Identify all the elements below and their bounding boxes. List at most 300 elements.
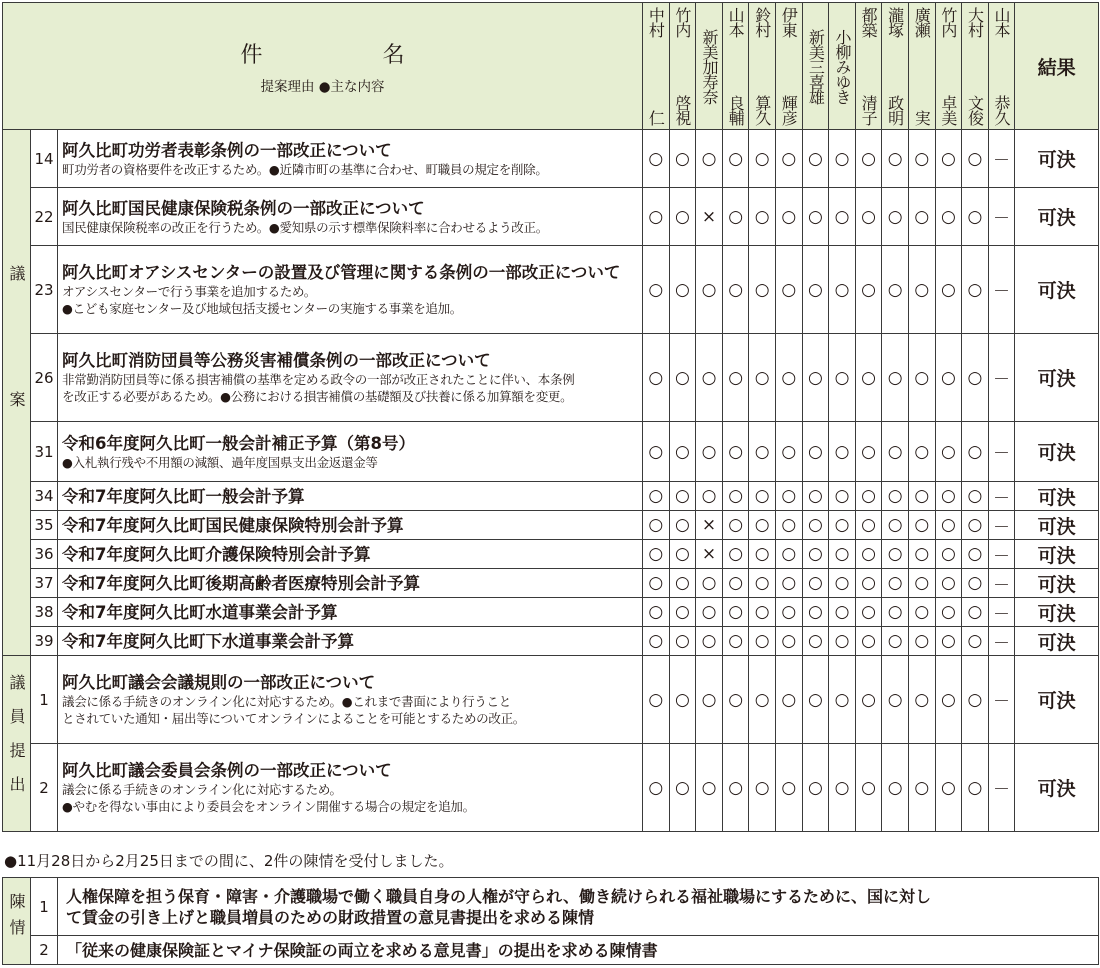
vote-mark: －: [988, 130, 1015, 188]
item-description: 国民健康保険税率の改正を行うため。●愛知県の示す標準保険料率に合わせるよう改正。: [62, 219, 548, 235]
table-row: [3, 188, 1099, 246]
vote-mark: ○: [749, 744, 776, 832]
member-given-name: 仁: [646, 110, 666, 125]
vote-mark: ○: [829, 188, 856, 246]
item-title: 阿久比町議会委員会条例の一部改正について: [62, 761, 392, 780]
item-number: 37: [31, 569, 58, 598]
item-number: 38: [31, 598, 58, 627]
vote-mark: ○: [802, 188, 829, 246]
table-row: [3, 744, 1099, 832]
petition-table: [2, 877, 1099, 965]
vote-mark: ○: [696, 569, 723, 598]
vote-mark: ○: [962, 540, 989, 569]
petition-row: [3, 878, 1099, 936]
item-description: ●こども家庭センター及び地域包括支援センターの実施する事業を追加。: [62, 301, 463, 316]
item-cell: [58, 334, 643, 422]
petition-title: [58, 936, 1099, 965]
item-number: 35: [31, 511, 58, 540]
member-header: [988, 3, 1015, 130]
result-value: 可決: [1015, 334, 1099, 422]
item-title: 阿久比町功労者表彰条例の一部改正について: [62, 140, 392, 160]
member-header: [908, 3, 935, 130]
vote-mark: ○: [962, 334, 989, 422]
vote-mark: ○: [669, 422, 696, 482]
vote-mark: ○: [935, 627, 962, 656]
vote-mark: ○: [882, 188, 909, 246]
vote-mark: ○: [696, 598, 723, 627]
vote-mark: ○: [935, 246, 962, 334]
member-name: 小柳みゆき: [832, 28, 852, 104]
vote-mark: ○: [829, 130, 856, 188]
vote-mark: ○: [776, 130, 803, 188]
item-description: オアシスセンターで行う事業を追加するため。: [62, 284, 316, 299]
petition-title: [58, 878, 1099, 936]
result-value: 可決: [1015, 656, 1099, 744]
vote-mark: ○: [722, 627, 749, 656]
vote-mark: ○: [802, 130, 829, 188]
vote-mark: ○: [802, 569, 829, 598]
petition-line: 人権保障を担う保育・障害・介護職場で働く職員自身の人権が守られ、働き続けられる福祉職場にするために、国に対し: [66, 886, 931, 906]
table-row: [3, 656, 1099, 744]
member-name: 都築: [859, 7, 879, 37]
vote-mark: ○: [776, 744, 803, 832]
vote-mark: ○: [908, 334, 935, 422]
member-name: 山本: [992, 7, 1012, 37]
category-gian: 議案: [3, 130, 31, 656]
vote-mark: ○: [643, 598, 670, 627]
vote-mark: ○: [935, 656, 962, 744]
vote-mark: ○: [722, 422, 749, 482]
item-title: 阿久比町オアシスセンターの設置及び管理に関する条例の一部改正について: [62, 263, 621, 282]
item-description: 議会に係る手続きのオンライン化に対応するため。●これまで書面により行うこと: [62, 694, 511, 709]
member-header: [696, 3, 723, 130]
vote-mark: ○: [722, 188, 749, 246]
vote-mark: ○: [935, 482, 962, 511]
vote-mark: ○: [776, 511, 803, 540]
petition-line: 「従来の健康保険証とマイナ保険証の両立を求める意見書」の提出を求める陳情書: [66, 940, 658, 960]
vote-mark: ○: [722, 744, 749, 832]
item-number: 31: [31, 422, 58, 482]
member-header: [829, 3, 856, 130]
vote-mark: ○: [829, 569, 856, 598]
vote-mark: ○: [696, 246, 723, 334]
vote-mark: －: [988, 422, 1015, 482]
vote-mark: ○: [643, 188, 670, 246]
petition-number: 2: [31, 936, 58, 965]
vote-mark: ○: [829, 511, 856, 540]
vote-mark: ○: [776, 569, 803, 598]
vote-mark: ○: [855, 656, 882, 744]
item-number: 39: [31, 627, 58, 656]
result-value: 可決: [1015, 130, 1099, 188]
member-given-name: 恭久: [992, 95, 1012, 125]
vote-mark: ○: [908, 627, 935, 656]
vote-mark: ○: [829, 627, 856, 656]
result-value: 可決: [1015, 422, 1099, 482]
item-cell: [58, 422, 643, 482]
item-number: 26: [31, 334, 58, 422]
table-row: [3, 246, 1099, 334]
item-number: 2: [31, 744, 58, 832]
vote-mark: ○: [722, 540, 749, 569]
table-row: [3, 511, 1099, 540]
result-value: 可決: [1015, 188, 1099, 246]
vote-mark: ○: [643, 627, 670, 656]
item-cell: [58, 482, 643, 511]
vote-mark: ○: [669, 334, 696, 422]
vote-mark: ○: [908, 656, 935, 744]
vote-mark: ○: [749, 334, 776, 422]
vote-mark: ○: [935, 569, 962, 598]
member-header: [669, 3, 696, 130]
vote-mark: ○: [776, 540, 803, 569]
vote-mark: ○: [908, 598, 935, 627]
petition-row: [3, 936, 1099, 965]
vote-mark: ○: [776, 656, 803, 744]
vote-mark: ○: [643, 540, 670, 569]
vote-mark: ○: [935, 511, 962, 540]
vote-mark: －: [988, 246, 1015, 334]
member-name: 瀧塚: [885, 7, 905, 37]
vote-mark: ○: [829, 334, 856, 422]
vote-mark: ○: [722, 246, 749, 334]
vote-mark: ○: [669, 569, 696, 598]
item-description: 議会に係る手続きのオンライン化に対応するため。: [62, 782, 342, 797]
vote-mark: ○: [882, 656, 909, 744]
item-cell: [58, 656, 643, 744]
item-description: 非常勤消防団員等に係る損害補償の基準を定める政令の一部が改正されたことに伴い、本条例: [62, 372, 575, 387]
vote-mark: ○: [722, 482, 749, 511]
vote-mark: ○: [776, 598, 803, 627]
member-header: [776, 3, 803, 130]
vote-mark: ○: [749, 130, 776, 188]
item-number: 14: [31, 130, 58, 188]
vote-mark: －: [988, 627, 1015, 656]
vote-mark: ○: [802, 334, 829, 422]
vote-mark: ○: [882, 569, 909, 598]
vote-mark: ○: [829, 246, 856, 334]
item-title: 阿久比町議会会議規則の一部改正について: [62, 673, 376, 692]
member-header: [935, 3, 962, 130]
vote-mark: ○: [962, 656, 989, 744]
vote-mark: ○: [669, 482, 696, 511]
vote-mark: ○: [643, 569, 670, 598]
member-header: [962, 3, 989, 130]
vote-mark: ○: [749, 598, 776, 627]
vote-mark: ○: [962, 598, 989, 627]
item-title: 令和7年度阿久比町国民健康保険特別会計予算: [62, 515, 404, 535]
member-name: 廣瀬: [912, 7, 932, 37]
vote-mark: ○: [722, 598, 749, 627]
vote-mark: ○: [882, 511, 909, 540]
vote-mark: ○: [643, 334, 670, 422]
vote-mark: －: [988, 482, 1015, 511]
vote-mark: －: [988, 511, 1015, 540]
vote-mark: ○: [749, 422, 776, 482]
vote-mark: ○: [855, 569, 882, 598]
vote-mark: －: [988, 598, 1015, 627]
item-title: 阿久比町消防団員等公務災害補償条例の一部改正について: [62, 351, 491, 370]
vote-mark: ×: [696, 188, 723, 246]
vote-mark: ○: [669, 188, 696, 246]
vote-mark: ○: [802, 482, 829, 511]
vote-mark: ○: [776, 188, 803, 246]
item-number: 22: [31, 188, 58, 246]
member-name: 新美三喜雄: [806, 28, 826, 104]
vote-mark: ○: [669, 656, 696, 744]
member-name: 伊東: [779, 7, 799, 37]
vote-mark: ○: [855, 511, 882, 540]
vote-mark: ○: [935, 540, 962, 569]
vote-mark: ○: [749, 540, 776, 569]
vote-mark: ○: [722, 334, 749, 422]
item-description: とされていた通知・届出等についてオンラインによることを可能とするための改正。: [62, 711, 525, 726]
item-number: 36: [31, 540, 58, 569]
vote-mark: ○: [855, 334, 882, 422]
title-header: [3, 3, 643, 130]
member-given-name: 実: [912, 110, 932, 125]
vote-mark: ○: [935, 422, 962, 482]
member-name: 竹内: [938, 7, 958, 37]
vote-mark: ○: [669, 511, 696, 540]
vote-mark: ○: [669, 627, 696, 656]
header-row: [3, 3, 1099, 130]
vote-mark: ○: [722, 656, 749, 744]
vote-mark: ○: [882, 540, 909, 569]
item-cell: [58, 627, 643, 656]
vote-mark: ○: [855, 627, 882, 656]
vote-mark: ○: [643, 422, 670, 482]
vote-mark: ○: [829, 482, 856, 511]
vote-mark: ○: [802, 744, 829, 832]
item-title: 令和7年度阿久比町介護保険特別会計予算: [62, 544, 371, 564]
member-name: 中村: [646, 7, 666, 37]
vote-mark: ○: [696, 744, 723, 832]
vote-mark: ○: [776, 422, 803, 482]
vote-mark: ○: [669, 744, 696, 832]
member-given-name: 算久: [752, 95, 772, 125]
vote-mark: ○: [962, 422, 989, 482]
vote-mark: ○: [643, 511, 670, 540]
result-value: 可決: [1015, 569, 1099, 598]
item-title: 令和6年度阿久比町一般会計補正予算（第8号）: [62, 433, 415, 453]
item-cell: [58, 130, 643, 188]
vote-mark: ○: [776, 627, 803, 656]
member-name: 山本: [726, 7, 746, 37]
member-given-name: 良輔: [726, 95, 746, 125]
vote-mark: ×: [696, 511, 723, 540]
vote-mark: ○: [643, 130, 670, 188]
item-cell: [58, 540, 643, 569]
vote-mark: ○: [882, 627, 909, 656]
vote-mark: ○: [802, 656, 829, 744]
vote-mark: ○: [749, 511, 776, 540]
item-title: 令和7年度阿久比町一般会計予算: [62, 486, 305, 506]
item-description: ●入札執行残や不用額の減額、過年度国県支出金返還金等: [62, 454, 378, 470]
member-header: [802, 3, 829, 130]
member-header: [882, 3, 909, 130]
vote-mark: ○: [935, 188, 962, 246]
vote-mark: ○: [643, 482, 670, 511]
vote-mark: ○: [935, 334, 962, 422]
vote-mark: ○: [776, 334, 803, 422]
vote-mark: ○: [643, 744, 670, 832]
vote-mark: ○: [855, 246, 882, 334]
member-given-name: 輝彦: [779, 95, 799, 125]
vote-mark: ○: [882, 598, 909, 627]
vote-mark: ○: [802, 511, 829, 540]
item-description: を改正する必要があるため。●公務における損害補償の基礎額及び扶養に係る加算額を変更。: [62, 389, 573, 404]
vote-mark: －: [988, 744, 1015, 832]
vote-mark: ○: [855, 130, 882, 188]
member-header: [643, 3, 670, 130]
vote-mark: ○: [669, 598, 696, 627]
vote-mark: ○: [696, 422, 723, 482]
vote-mark: ○: [908, 246, 935, 334]
vote-mark: －: [988, 569, 1015, 598]
result-value: 可決: [1015, 482, 1099, 511]
vote-mark: ○: [855, 482, 882, 511]
vote-mark: －: [988, 188, 1015, 246]
table-row: [3, 482, 1099, 511]
vote-mark: ○: [802, 540, 829, 569]
vote-mark: ○: [882, 130, 909, 188]
vote-mark: ○: [962, 188, 989, 246]
vote-mark: ○: [908, 482, 935, 511]
vote-mark: ○: [722, 511, 749, 540]
vote-mark: ○: [696, 627, 723, 656]
vote-mark: ○: [855, 188, 882, 246]
petition-note: ●11月28日から2月25日までの間に、2件の陳情を受付しました。: [4, 852, 454, 870]
result-value: 可決: [1015, 744, 1099, 832]
item-title: 令和7年度阿久比町水道事業会計予算: [62, 602, 338, 622]
table-row: [3, 598, 1099, 627]
member-given-name: 文俊: [965, 95, 985, 125]
table-title: 件 名: [240, 42, 405, 68]
vote-mark: ○: [776, 246, 803, 334]
vote-mark: －: [988, 656, 1015, 744]
vote-mark: ○: [829, 656, 856, 744]
vote-mark: ○: [669, 246, 696, 334]
vote-mark: ○: [962, 130, 989, 188]
table-row: [3, 334, 1099, 422]
vote-mark: ○: [749, 188, 776, 246]
vote-mark: ○: [749, 627, 776, 656]
vote-mark: ○: [669, 540, 696, 569]
result-value: 可決: [1015, 598, 1099, 627]
item-description: ●やむを得ない事由により委員会をオンライン開催する場合の規定を追加。: [62, 799, 475, 814]
result-value: 可決: [1015, 627, 1099, 656]
vote-mark: ○: [829, 540, 856, 569]
vote-mark: ○: [829, 598, 856, 627]
vote-mark: ○: [802, 422, 829, 482]
item-cell: [58, 598, 643, 627]
member-given-name: 清子: [859, 95, 879, 125]
vote-mark: ○: [855, 540, 882, 569]
vote-mark: ○: [908, 188, 935, 246]
vote-mark: ○: [802, 627, 829, 656]
member-given-name: 卓美: [938, 95, 958, 125]
category-chinjo: 陳情: [3, 878, 31, 965]
vote-mark: ○: [643, 656, 670, 744]
member-name: 鈴村: [752, 7, 772, 37]
vote-mark: ○: [908, 569, 935, 598]
item-cell: [58, 188, 643, 246]
vote-mark: ○: [776, 482, 803, 511]
vote-mark: ○: [908, 540, 935, 569]
vote-mark: ○: [696, 130, 723, 188]
vote-mark: ○: [908, 511, 935, 540]
table-row: [3, 130, 1099, 188]
vote-mark: ○: [749, 482, 776, 511]
result-value: 可決: [1015, 540, 1099, 569]
voting-results-table: [2, 2, 1099, 832]
vote-mark: ○: [908, 744, 935, 832]
vote-mark: ○: [669, 130, 696, 188]
result-value: 可決: [1015, 246, 1099, 334]
vote-mark: ○: [802, 598, 829, 627]
member-given-name: 啓視: [672, 95, 692, 125]
vote-mark: ○: [962, 511, 989, 540]
member-name: 新美加寿奈: [700, 28, 720, 104]
item-cell: [58, 511, 643, 540]
vote-mark: ○: [829, 744, 856, 832]
item-number: 34: [31, 482, 58, 511]
item-title: 令和7年度阿久比町下水道事業会計予算: [62, 631, 354, 651]
member-name: 竹内: [672, 7, 692, 37]
vote-mark: ○: [749, 656, 776, 744]
vote-mark: ○: [935, 744, 962, 832]
vote-mark: ○: [722, 569, 749, 598]
vote-mark: ○: [882, 334, 909, 422]
vote-mark: ○: [962, 246, 989, 334]
vote-mark: ○: [802, 246, 829, 334]
vote-mark: ○: [962, 744, 989, 832]
vote-mark: ○: [696, 482, 723, 511]
table-row: [3, 569, 1099, 598]
vote-mark: ○: [962, 569, 989, 598]
member-header: [749, 3, 776, 130]
table-row: [3, 540, 1099, 569]
vote-mark: ○: [722, 130, 749, 188]
item-description: 町功労者の資格要件を改正するため。●近隣市町の基準に合わせ、町職員の規定を削除。: [62, 161, 548, 177]
item-cell: [58, 569, 643, 598]
vote-mark: ○: [749, 569, 776, 598]
item-number: 1: [31, 656, 58, 744]
item-cell: [58, 744, 643, 832]
vote-mark: ○: [643, 246, 670, 334]
member-header: [855, 3, 882, 130]
table-subtitle: 提案理由 ●主な内容: [260, 78, 385, 95]
member-given-name: 政明: [885, 95, 905, 125]
result-value: 可決: [1015, 511, 1099, 540]
table-row: [3, 627, 1099, 656]
vote-mark: ○: [829, 422, 856, 482]
vote-mark: ○: [908, 130, 935, 188]
vote-mark: ○: [882, 246, 909, 334]
item-cell: [58, 246, 643, 334]
vote-mark: ○: [882, 422, 909, 482]
vote-mark: ○: [696, 656, 723, 744]
vote-mark: ○: [935, 130, 962, 188]
vote-mark: ×: [696, 540, 723, 569]
vote-mark: ○: [882, 482, 909, 511]
vote-mark: －: [988, 540, 1015, 569]
item-title: 令和7年度阿久比町後期高齢者医療特別会計予算: [62, 573, 420, 593]
member-header: [722, 3, 749, 130]
vote-mark: ○: [962, 627, 989, 656]
vote-mark: ○: [749, 246, 776, 334]
